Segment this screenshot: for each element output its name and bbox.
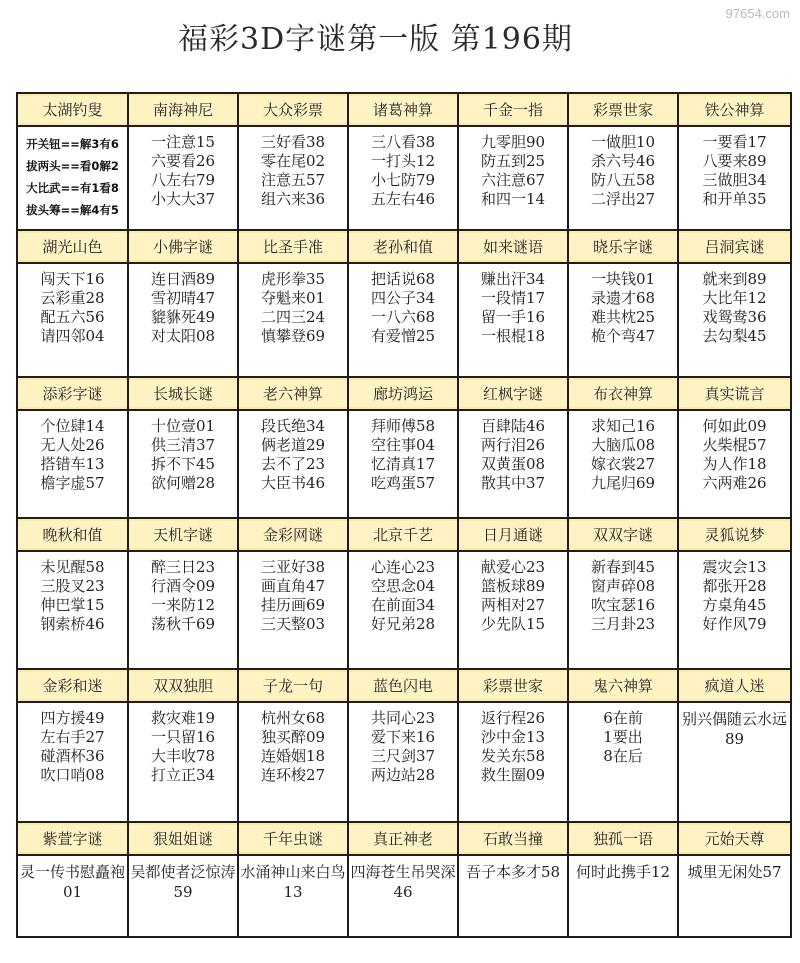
riddle-line: 供三清37 [150, 435, 216, 454]
header-label: 彩票世家 [459, 672, 567, 699]
column-header [238, 230, 348, 263]
header-label: 长城长谜 [129, 380, 237, 407]
column-header [17, 669, 128, 702]
riddle-line: 一段情17 [480, 288, 546, 307]
header-label: 元始天尊 [679, 825, 790, 852]
riddle-cell [128, 410, 238, 518]
header-label: 如来谜语 [459, 233, 567, 260]
header-label: 老六神算 [239, 380, 347, 407]
header-label: 紫萱字谜 [18, 825, 127, 852]
column-header [458, 822, 568, 855]
header-label: 日月通谜 [459, 521, 567, 548]
riddle-cell [568, 263, 678, 377]
riddle-line: 大臣书46 [260, 473, 326, 492]
header-label: 真正神老 [349, 825, 457, 852]
riddle-line: 少先队15 [480, 614, 546, 633]
header-label: 吕洞宾谜 [679, 233, 790, 260]
riddle-line: 空往事04 [370, 435, 436, 454]
column-header [17, 822, 128, 855]
riddle-line: 发关东58 [480, 746, 546, 765]
content-row [17, 263, 791, 377]
riddle-line: 空思念04 [370, 576, 436, 595]
header-label: 独孤一语 [569, 825, 677, 852]
header-label: 红枫字谜 [459, 380, 567, 407]
content-row [17, 551, 791, 670]
riddle-line: 窗声碎08 [590, 576, 656, 595]
riddle-line: 为人作18 [702, 454, 767, 473]
riddle-line: 画直角47 [260, 576, 326, 595]
riddle-cell [128, 263, 238, 377]
riddle-line: 请四邻04 [40, 326, 105, 345]
column-header [348, 518, 458, 551]
column-header [568, 518, 678, 551]
header-label: 南海神尼 [129, 96, 237, 123]
column-header [568, 822, 678, 855]
riddle-cell [17, 702, 128, 823]
riddle-cell [678, 551, 791, 670]
riddle-line: 拔两头==看0解2 [26, 158, 119, 173]
riddle-line: 难共枕25 [590, 307, 656, 326]
riddle-line: 一根棍18 [480, 326, 546, 345]
riddle-cell [17, 263, 128, 377]
riddle-line: 防五到25 [480, 151, 546, 170]
riddle-line: 段氏绝34 [260, 416, 326, 435]
site-watermark: 97654.com [725, 6, 790, 21]
riddle-line: 篮板球89 [480, 576, 546, 595]
riddle-line: 桅个弯47 [590, 326, 656, 345]
riddle-cell [458, 410, 568, 518]
riddle-cell [238, 855, 348, 937]
riddle-line: 在前面34 [370, 595, 436, 614]
riddle-line: 8在后 [603, 746, 643, 765]
riddle-line: 散其中37 [480, 473, 546, 492]
riddle-line: 沙中金13 [480, 727, 546, 746]
riddle-cell [678, 702, 791, 823]
riddle-line: 五左右46 [370, 189, 436, 208]
riddle-line: 有爱憎25 [370, 326, 436, 345]
riddle-line: 开关钮==解3有6 [26, 136, 119, 151]
riddle-line: 戏鸳鸯36 [702, 307, 767, 326]
riddle-cell [458, 551, 568, 670]
riddle-line: 就来到89 [702, 269, 767, 288]
riddle-line: 城里无闲处57 [687, 863, 782, 882]
header-label: 大众彩票 [239, 96, 347, 123]
header-label: 铁公神算 [679, 96, 790, 123]
riddle-line: 挂历画69 [260, 595, 326, 614]
riddle-line: 1要出 [603, 727, 643, 746]
column-header [348, 377, 458, 410]
content-row [17, 855, 791, 937]
header-label: 金彩和迷 [18, 672, 127, 699]
riddle-cell [678, 855, 791, 937]
riddle-cell [348, 410, 458, 518]
riddle-line: 三股叉23 [40, 576, 105, 595]
riddle-line: 碰酒杯36 [40, 746, 105, 765]
riddle-line: 连日酒89 [150, 269, 216, 288]
riddle-line: 拔头筹==解4有5 [26, 202, 119, 217]
riddle-line: 赚出汗34 [480, 269, 546, 288]
riddle-cell [568, 855, 678, 937]
riddle-line: 六注意67 [480, 170, 546, 189]
header-label: 廊坊鸿运 [349, 380, 457, 407]
header-label: 晓乐字谜 [569, 233, 677, 260]
column-header [678, 377, 791, 410]
riddle-cell [568, 551, 678, 670]
riddle-line: 两边站28 [370, 765, 436, 784]
riddle-line: 搭错车13 [40, 454, 105, 473]
column-header [458, 230, 568, 263]
riddle-line: 三做胆34 [702, 170, 767, 189]
column-header [458, 377, 568, 410]
riddle-line: 灵一传书慰矗袍01 [19, 863, 125, 902]
riddle-line: 一来防12 [150, 595, 216, 614]
riddle-line: 左右手27 [40, 727, 105, 746]
riddle-line: 杭州女68 [260, 708, 326, 727]
riddle-line: 一注意15 [150, 132, 216, 151]
column-header [348, 669, 458, 702]
riddle-line: 求知己16 [590, 416, 656, 435]
header-label: 子龙一句 [239, 672, 347, 699]
column-header [678, 669, 791, 702]
riddle-cell [678, 126, 791, 230]
riddle-cell [17, 410, 128, 518]
header-label: 鬼六神算 [569, 672, 677, 699]
column-header [238, 377, 348, 410]
header-label: 石敢当撞 [459, 825, 567, 852]
riddle-line: 吹口哨08 [40, 765, 105, 784]
column-header [17, 93, 128, 126]
riddle-line: 何时此携手12 [575, 863, 671, 882]
riddle-line: 醉三日23 [150, 557, 216, 576]
riddle-line: 一要看17 [702, 132, 767, 151]
riddle-line: 六两难26 [702, 473, 767, 492]
riddle-line: 大比年12 [702, 288, 767, 307]
riddle-line: 六要看26 [150, 151, 216, 170]
column-header [238, 669, 348, 702]
riddle-cell [568, 410, 678, 518]
riddle-line: 去勾梨45 [702, 326, 767, 345]
riddle-line: 两行泪26 [480, 435, 546, 454]
riddle-line: 二四三24 [260, 307, 326, 326]
riddle-cell [17, 126, 128, 230]
riddle-cell [238, 551, 348, 670]
riddle-line: 闯天下16 [40, 269, 105, 288]
riddle-line: 拜师傅58 [370, 416, 436, 435]
riddle-line: 四方援49 [40, 708, 105, 727]
riddle-line: 好作风79 [702, 614, 767, 633]
riddle-cell [238, 410, 348, 518]
riddle-line: 虎形拳35 [260, 269, 326, 288]
riddle-line: 三尺剑37 [370, 746, 436, 765]
riddle-cell [128, 702, 238, 823]
riddle-line: 小大大37 [150, 189, 216, 208]
riddle-line: 俩老道29 [260, 435, 326, 454]
riddle-line: 拆不下45 [150, 454, 216, 473]
content-row [17, 126, 791, 230]
riddle-line: 返行程26 [480, 708, 546, 727]
riddle-line: 方桌角45 [702, 595, 767, 614]
riddle-line: 三亚好38 [260, 557, 326, 576]
riddle-line: 夺魁来01 [260, 288, 326, 307]
riddle-line: 欲何赠28 [150, 473, 216, 492]
riddle-line: 6在前 [603, 708, 643, 727]
riddle-cell [238, 126, 348, 230]
riddle-line: 对太阳08 [150, 326, 216, 345]
riddle-line: 何如此09 [702, 416, 767, 435]
header-label: 比圣手准 [239, 233, 347, 260]
column-header [238, 518, 348, 551]
column-header [238, 93, 348, 126]
riddle-line: 共同心23 [370, 708, 436, 727]
column-header [128, 518, 238, 551]
riddle-line: 和四一14 [480, 189, 546, 208]
header-label: 双双字谜 [569, 521, 677, 548]
header-label: 天机字谜 [129, 521, 237, 548]
riddle-line: 去不了23 [260, 454, 326, 473]
column-header [568, 669, 678, 702]
riddle-line: 云彩重28 [40, 288, 105, 307]
riddle-line: 四海苍生吊哭深46 [350, 863, 456, 902]
riddle-cell [458, 263, 568, 377]
riddle-line: 大脑瓜08 [590, 435, 656, 454]
content-row [17, 702, 791, 823]
header-row [17, 377, 791, 410]
column-header [458, 669, 568, 702]
riddle-line: 百肆陆46 [480, 416, 546, 435]
column-header [128, 669, 238, 702]
riddle-line: 救灾难19 [150, 708, 216, 727]
riddle-line: 和开单35 [702, 189, 767, 208]
header-label: 彩票世家 [569, 96, 677, 123]
header-label: 老孙和值 [349, 233, 457, 260]
header-label: 狠姐姐谜 [129, 825, 237, 852]
content-row [17, 410, 791, 518]
riddle-line: 慎攀登69 [260, 326, 326, 345]
column-header [128, 822, 238, 855]
riddle-line: 八要来89 [702, 151, 767, 170]
riddle-cell [458, 126, 568, 230]
riddle-line: 爱下来16 [370, 727, 436, 746]
column-header [568, 377, 678, 410]
riddle-cell [348, 263, 458, 377]
riddle-line: 一只留16 [150, 727, 216, 746]
riddle-line: 二浮出27 [590, 189, 656, 208]
header-label: 太湖钓叟 [18, 96, 127, 123]
riddle-line: 无人处26 [40, 435, 105, 454]
riddle-cell [678, 410, 791, 518]
column-header [678, 518, 791, 551]
riddle-line: 防八五58 [590, 170, 656, 189]
riddle-line: 打立正34 [150, 765, 216, 784]
riddle-line: 吾子本多才58 [465, 863, 561, 882]
column-header [17, 230, 128, 263]
header-label: 千年虫谜 [239, 825, 347, 852]
header-row [17, 822, 791, 855]
header-label: 蓝色闪电 [349, 672, 457, 699]
riddle-line: 大丰收78 [150, 746, 216, 765]
riddle-line: 雪初晴47 [150, 288, 216, 307]
riddle-line: 大比武==有1看8 [26, 180, 119, 195]
riddle-line: 录遗才68 [590, 288, 656, 307]
header-label: 北京千艺 [349, 521, 457, 548]
riddle-cell [458, 855, 568, 937]
riddle-line: 心连心23 [370, 557, 436, 576]
riddle-grid [16, 92, 792, 938]
header-label: 灵狐说梦 [679, 521, 790, 548]
header-label: 布衣神算 [569, 380, 677, 407]
riddle-line: 貔貅死49 [150, 307, 216, 326]
riddle-cell [348, 551, 458, 670]
header-row [17, 93, 791, 126]
column-header [128, 93, 238, 126]
riddle-cell [348, 126, 458, 230]
header-label: 晚秋和值 [18, 521, 127, 548]
column-header [678, 230, 791, 263]
riddle-cell [128, 551, 238, 670]
riddle-line: 钢索桥46 [40, 614, 105, 633]
riddle-line: 未见醒58 [40, 557, 105, 576]
riddle-line: 一块钱01 [590, 269, 656, 288]
column-header [678, 93, 791, 126]
header-label: 疯道人迷 [679, 672, 790, 699]
column-header [458, 93, 568, 126]
riddle-line: 一八六68 [370, 307, 436, 326]
riddle-line: 配五六56 [40, 307, 105, 326]
header-label: 金彩网谜 [239, 521, 347, 548]
riddle-cell [568, 702, 678, 823]
header-row [17, 518, 791, 551]
column-header [238, 822, 348, 855]
riddle-line: 八左右79 [150, 170, 216, 189]
riddle-line: 行酒令09 [150, 576, 216, 595]
header-label: 千金一指 [459, 96, 567, 123]
column-header [458, 518, 568, 551]
riddle-line: 水涌神山来白鸟13 [240, 863, 346, 902]
header-row [17, 230, 791, 263]
riddle-cell [348, 702, 458, 823]
riddle-line: 献爱心23 [480, 557, 546, 576]
riddle-cell [128, 855, 238, 937]
column-header [568, 230, 678, 263]
riddle-line: 火柴棍57 [702, 435, 767, 454]
riddle-line: 三八看38 [370, 132, 436, 151]
riddle-line: 伸巴掌15 [40, 595, 105, 614]
riddle-line: 组六来36 [260, 189, 326, 208]
riddle-line: 吴都使者泛惊涛59 [130, 863, 236, 902]
header-label: 湖光山色 [18, 233, 127, 260]
column-header [17, 518, 128, 551]
riddle-line: 吃鸡蛋57 [370, 473, 436, 492]
riddle-line: 连环梭27 [260, 765, 326, 784]
riddle-cell [458, 702, 568, 823]
riddle-cell [568, 126, 678, 230]
column-header [128, 377, 238, 410]
riddle-line: 个位肆14 [40, 416, 105, 435]
riddle-line: 独买醉09 [260, 727, 326, 746]
riddle-line: 嫁衣裳27 [590, 454, 656, 473]
riddle-line: 救生圈09 [480, 765, 546, 784]
header-row [17, 669, 791, 702]
riddle-line: 别兴偶随云水远89 [681, 709, 787, 748]
riddle-line: 把话说68 [370, 269, 436, 288]
header-label: 诸葛神算 [349, 96, 457, 123]
column-header [17, 377, 128, 410]
page-title: 福彩3D字谜第一版 第196期 [178, 22, 573, 57]
riddle-line: 檐字虚57 [40, 473, 105, 492]
riddle-cell [238, 263, 348, 377]
header-label: 小佛字谜 [129, 233, 237, 260]
riddle-line: 三好看38 [260, 132, 326, 151]
riddle-cell [678, 263, 791, 377]
riddle-line: 荡秋千69 [150, 614, 216, 633]
riddle-line: 好兄弟28 [370, 614, 436, 633]
riddle-line: 注意五57 [260, 170, 326, 189]
riddle-line: 小七防79 [370, 170, 436, 189]
riddle-line: 震灾会13 [702, 557, 767, 576]
riddle-line: 留一手16 [480, 307, 546, 326]
riddle-cell [238, 702, 348, 823]
riddle-line: 四公子34 [370, 288, 436, 307]
riddle-line: 新春到45 [590, 557, 656, 576]
riddle-line: 杀六号46 [590, 151, 656, 170]
riddle-line: 一打头12 [370, 151, 436, 170]
column-header [348, 822, 458, 855]
riddle-line: 三月卦23 [590, 614, 656, 633]
column-header [348, 93, 458, 126]
column-header [678, 822, 791, 855]
column-header [568, 93, 678, 126]
riddle-line: 十位壹01 [150, 416, 216, 435]
riddle-line: 三天整03 [260, 614, 326, 633]
column-header [128, 230, 238, 263]
riddle-line: 吹宝瑟16 [590, 595, 656, 614]
riddle-line: 零在尾02 [260, 151, 326, 170]
riddle-cell [17, 855, 128, 937]
riddle-cell [17, 551, 128, 670]
riddle-line: 连婚姻18 [260, 746, 326, 765]
column-header [348, 230, 458, 263]
header-label: 添彩字谜 [18, 380, 127, 407]
header-label: 双双独胆 [129, 672, 237, 699]
riddle-cell [128, 126, 238, 230]
riddle-line: 九零胆90 [480, 132, 546, 151]
riddle-cell [348, 855, 458, 937]
riddle-line: 都张开28 [702, 576, 767, 595]
riddle-line: 双黄蛋08 [480, 454, 546, 473]
riddle-line: 忆清真17 [370, 454, 436, 473]
header-label: 真实谎言 [679, 380, 790, 407]
riddle-line: 一做胆10 [590, 132, 656, 151]
riddle-line: 两相对27 [480, 595, 546, 614]
riddle-line: 九尾归69 [590, 473, 656, 492]
